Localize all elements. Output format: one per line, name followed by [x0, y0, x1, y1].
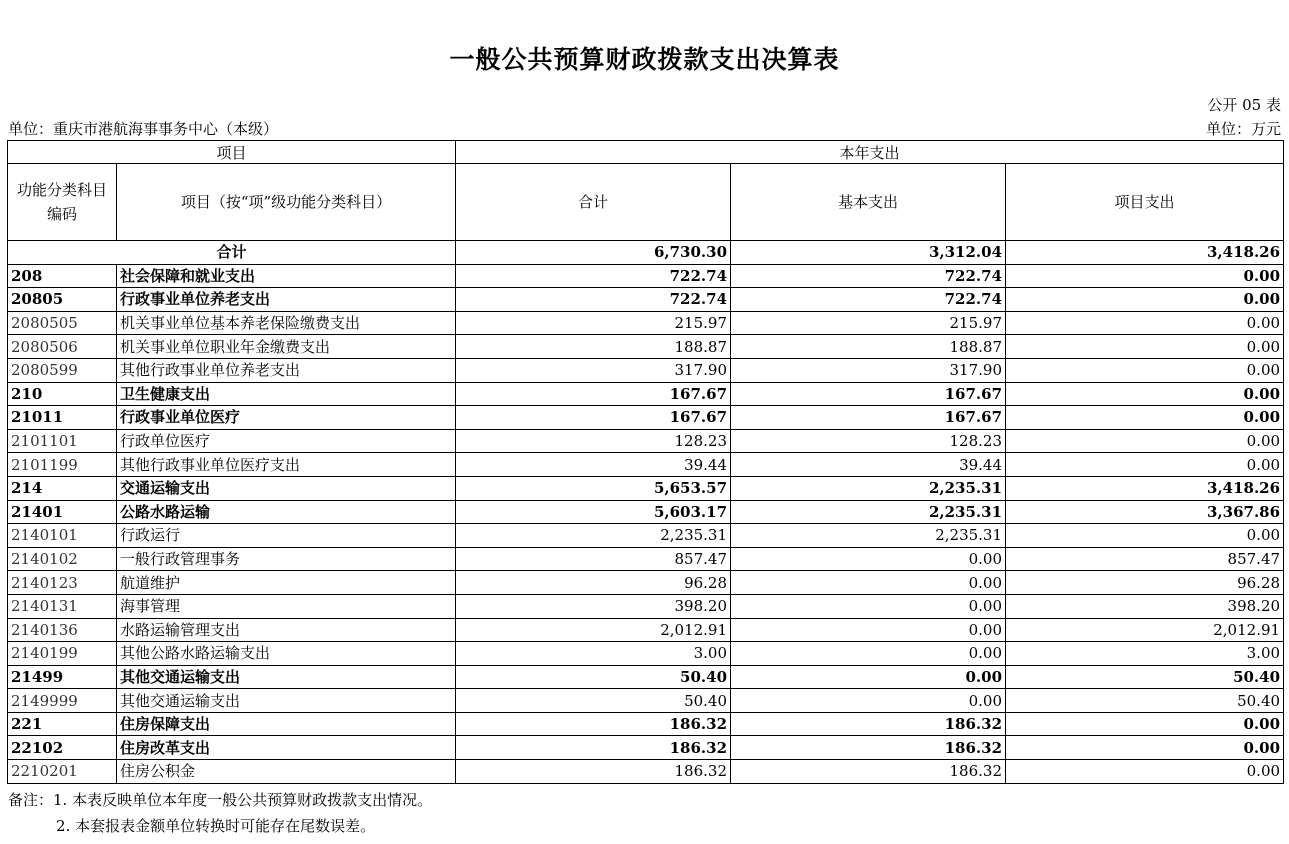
header-code: 功能分类科目编码 — [8, 164, 117, 241]
table-row — [8, 264, 1284, 288]
row-project: 3,367.86 — [1006, 500, 1284, 524]
row-total: 167.67 — [456, 382, 731, 406]
row-total: 186.32 — [456, 736, 731, 760]
row-name: 其他交通运输支出 — [117, 665, 456, 689]
header-project-expense: 项目支出 — [1006, 164, 1284, 241]
table-row — [8, 689, 1284, 713]
row-basic: 0.00 — [731, 594, 1006, 618]
row-name: 一般行政管理事务 — [117, 547, 456, 571]
row-name: 其他行政事业单位养老支出 — [117, 358, 456, 382]
row-project: 3,418.26 — [1006, 476, 1284, 500]
header-project: 项目 — [8, 141, 456, 164]
row-project: 0.00 — [1006, 453, 1284, 477]
row-project: 50.40 — [1006, 665, 1284, 689]
row-total: 50.40 — [456, 689, 731, 713]
row-code: 21011 — [8, 406, 117, 430]
row-basic: 215.97 — [731, 311, 1006, 335]
row-total: 398.20 — [456, 594, 731, 618]
table-row — [8, 288, 1284, 312]
row-project: 0.00 — [1006, 288, 1284, 312]
row-project: 50.40 — [1006, 689, 1284, 713]
row-project: 0.00 — [1006, 382, 1284, 406]
notes — [8, 790, 432, 842]
row-basic: 128.23 — [731, 429, 1006, 453]
table-row — [8, 547, 1284, 571]
row-code: 2101101 — [8, 429, 117, 453]
row-name: 社会保障和就业支出 — [117, 264, 456, 288]
row-basic: 2,235.31 — [731, 524, 1006, 548]
row-total: 167.67 — [456, 406, 731, 430]
row-name: 其他交通运输支出 — [117, 689, 456, 713]
row-name: 卫生健康支出 — [117, 382, 456, 406]
page-title: 一般公共预算财政拨款支出决算表 — [449, 45, 840, 74]
row-basic: 188.87 — [731, 335, 1006, 359]
row-total: 317.90 — [456, 358, 731, 382]
row-total: 857.47 — [456, 547, 731, 571]
table-row — [8, 453, 1284, 477]
row-name: 海事管理 — [117, 594, 456, 618]
row-project: 0.00 — [1006, 736, 1284, 760]
header-name: 项目（按“项”级功能分类科目） — [117, 164, 456, 241]
currency-unit: 单位：万元 — [1205, 120, 1281, 138]
row-name: 交通运输支出 — [117, 476, 456, 500]
row-code: 22102 — [8, 736, 117, 760]
row-basic: 722.74 — [731, 288, 1006, 312]
row-project: 0.00 — [1006, 311, 1284, 335]
row-name: 住房公积金 — [117, 760, 456, 784]
row-name: 行政运行 — [117, 524, 456, 548]
row-total: 5,603.17 — [456, 500, 731, 524]
row-basic: 0.00 — [731, 618, 1006, 642]
reporting-unit: 单位：重庆市港航海事事务中心（本级） — [8, 120, 279, 138]
header-basic: 基本支出 — [731, 164, 1006, 241]
row-name: 住房保障支出 — [117, 712, 456, 736]
row-project: 0.00 — [1006, 358, 1284, 382]
table-row — [8, 382, 1284, 406]
row-code: 208 — [8, 264, 117, 288]
note-2: 2. 本套报表金额单位转换时可能存在尾数误差。 — [56, 817, 376, 835]
row-code: 2140131 — [8, 594, 117, 618]
row-name: 行政事业单位医疗 — [117, 406, 456, 430]
row-code: 210 — [8, 382, 117, 406]
row-code: 20805 — [8, 288, 117, 312]
row-name: 其他行政事业单位医疗支出 — [117, 453, 456, 477]
form-number: 公开 05 表 — [1207, 96, 1281, 114]
row-total: 3.00 — [456, 642, 731, 666]
row-code: 2080506 — [8, 335, 117, 359]
row-code: 2140102 — [8, 547, 117, 571]
row-basic: 722.74 — [731, 264, 1006, 288]
row-basic: 167.67 — [731, 406, 1006, 430]
row-project: 0.00 — [1006, 429, 1284, 453]
row-name: 其他公路水路运输支出 — [117, 642, 456, 666]
row-code: 221 — [8, 712, 117, 736]
row-project: 0.00 — [1006, 760, 1284, 784]
row-total: 722.74 — [456, 264, 731, 288]
row-basic: 39.44 — [731, 453, 1006, 477]
note-1: 备注：1. 本表反映单位本年度一般公共预算财政拨款支出情况。 — [8, 791, 433, 809]
table-row — [8, 335, 1284, 359]
row-name: 住房改革支出 — [117, 736, 456, 760]
row-basic: 186.32 — [731, 760, 1006, 784]
row-basic: 167.67 — [731, 382, 1006, 406]
row-total: 96.28 — [456, 571, 731, 595]
row-code: 2140136 — [8, 618, 117, 642]
total-row — [8, 241, 1284, 265]
row-name: 航道维护 — [117, 571, 456, 595]
row-total: 2,012.91 — [456, 618, 731, 642]
row-project: 0.00 — [1006, 264, 1284, 288]
row-total: 215.97 — [456, 311, 731, 335]
row-code: 2080505 — [8, 311, 117, 335]
table-row — [8, 429, 1284, 453]
row-project: 0.00 — [1006, 524, 1284, 548]
row-code: 21401 — [8, 500, 117, 524]
row-project: 857.47 — [1006, 547, 1284, 571]
row-total: 722.74 — [456, 288, 731, 312]
row-name: 公路水路运输 — [117, 500, 456, 524]
row-name: 机关事业单位基本养老保险缴费支出 — [117, 311, 456, 335]
row-code: 2101199 — [8, 453, 117, 477]
table-row — [8, 736, 1284, 760]
row-code: 2080599 — [8, 358, 117, 382]
table-row — [8, 524, 1284, 548]
table-row — [8, 665, 1284, 689]
row-total: 5,653.57 — [456, 476, 731, 500]
row-name: 行政事业单位养老支出 — [117, 288, 456, 312]
row-basic: 0.00 — [731, 689, 1006, 713]
row-code: 2210201 — [8, 760, 117, 784]
row-total: 2,235.31 — [456, 524, 731, 548]
table-row — [8, 358, 1284, 382]
table-row — [8, 311, 1284, 335]
row-name: 行政单位医疗 — [117, 429, 456, 453]
row-basic: 0.00 — [731, 547, 1006, 571]
row-name: 水路运输管理支出 — [117, 618, 456, 642]
table-row — [8, 642, 1284, 666]
row-total: 186.32 — [456, 760, 731, 784]
total-basic: 3,312.04 — [731, 241, 1006, 265]
table-row — [8, 618, 1284, 642]
row-total: 128.23 — [456, 429, 731, 453]
row-total: 186.32 — [456, 712, 731, 736]
row-code: 2140101 — [8, 524, 117, 548]
row-total: 39.44 — [456, 453, 731, 477]
table-row — [8, 594, 1284, 618]
row-basic: 0.00 — [731, 642, 1006, 666]
row-basic: 186.32 — [731, 736, 1006, 760]
row-project: 3.00 — [1006, 642, 1284, 666]
budget-table — [7, 140, 1284, 784]
row-project: 398.20 — [1006, 594, 1284, 618]
table-row — [8, 571, 1284, 595]
table-row — [8, 500, 1284, 524]
row-total: 188.87 — [456, 335, 731, 359]
row-project: 0.00 — [1006, 712, 1284, 736]
row-project: 96.28 — [1006, 571, 1284, 595]
row-basic: 0.00 — [731, 571, 1006, 595]
row-basic: 317.90 — [731, 358, 1006, 382]
row-project: 2,012.91 — [1006, 618, 1284, 642]
table-row — [8, 476, 1284, 500]
total-sum: 6,730.30 — [456, 241, 731, 265]
row-total: 50.40 — [456, 665, 731, 689]
row-basic: 2,235.31 — [731, 476, 1006, 500]
table-row — [8, 712, 1284, 736]
header-total: 合计 — [456, 164, 731, 241]
row-name: 机关事业单位职业年金缴费支出 — [117, 335, 456, 359]
total-label: 合计 — [8, 241, 456, 265]
header-current-year: 本年支出 — [456, 141, 1284, 164]
total-project: 3,418.26 — [1006, 241, 1284, 265]
row-basic: 0.00 — [731, 665, 1006, 689]
row-project: 0.00 — [1006, 335, 1284, 359]
row-code: 21499 — [8, 665, 117, 689]
table-row — [8, 406, 1284, 430]
row-project: 0.00 — [1006, 406, 1284, 430]
row-code: 214 — [8, 476, 117, 500]
row-code: 2140199 — [8, 642, 117, 666]
table-row — [8, 760, 1284, 784]
row-basic: 2,235.31 — [731, 500, 1006, 524]
row-code: 2149999 — [8, 689, 117, 713]
row-code: 2140123 — [8, 571, 117, 595]
row-basic: 186.32 — [731, 712, 1006, 736]
